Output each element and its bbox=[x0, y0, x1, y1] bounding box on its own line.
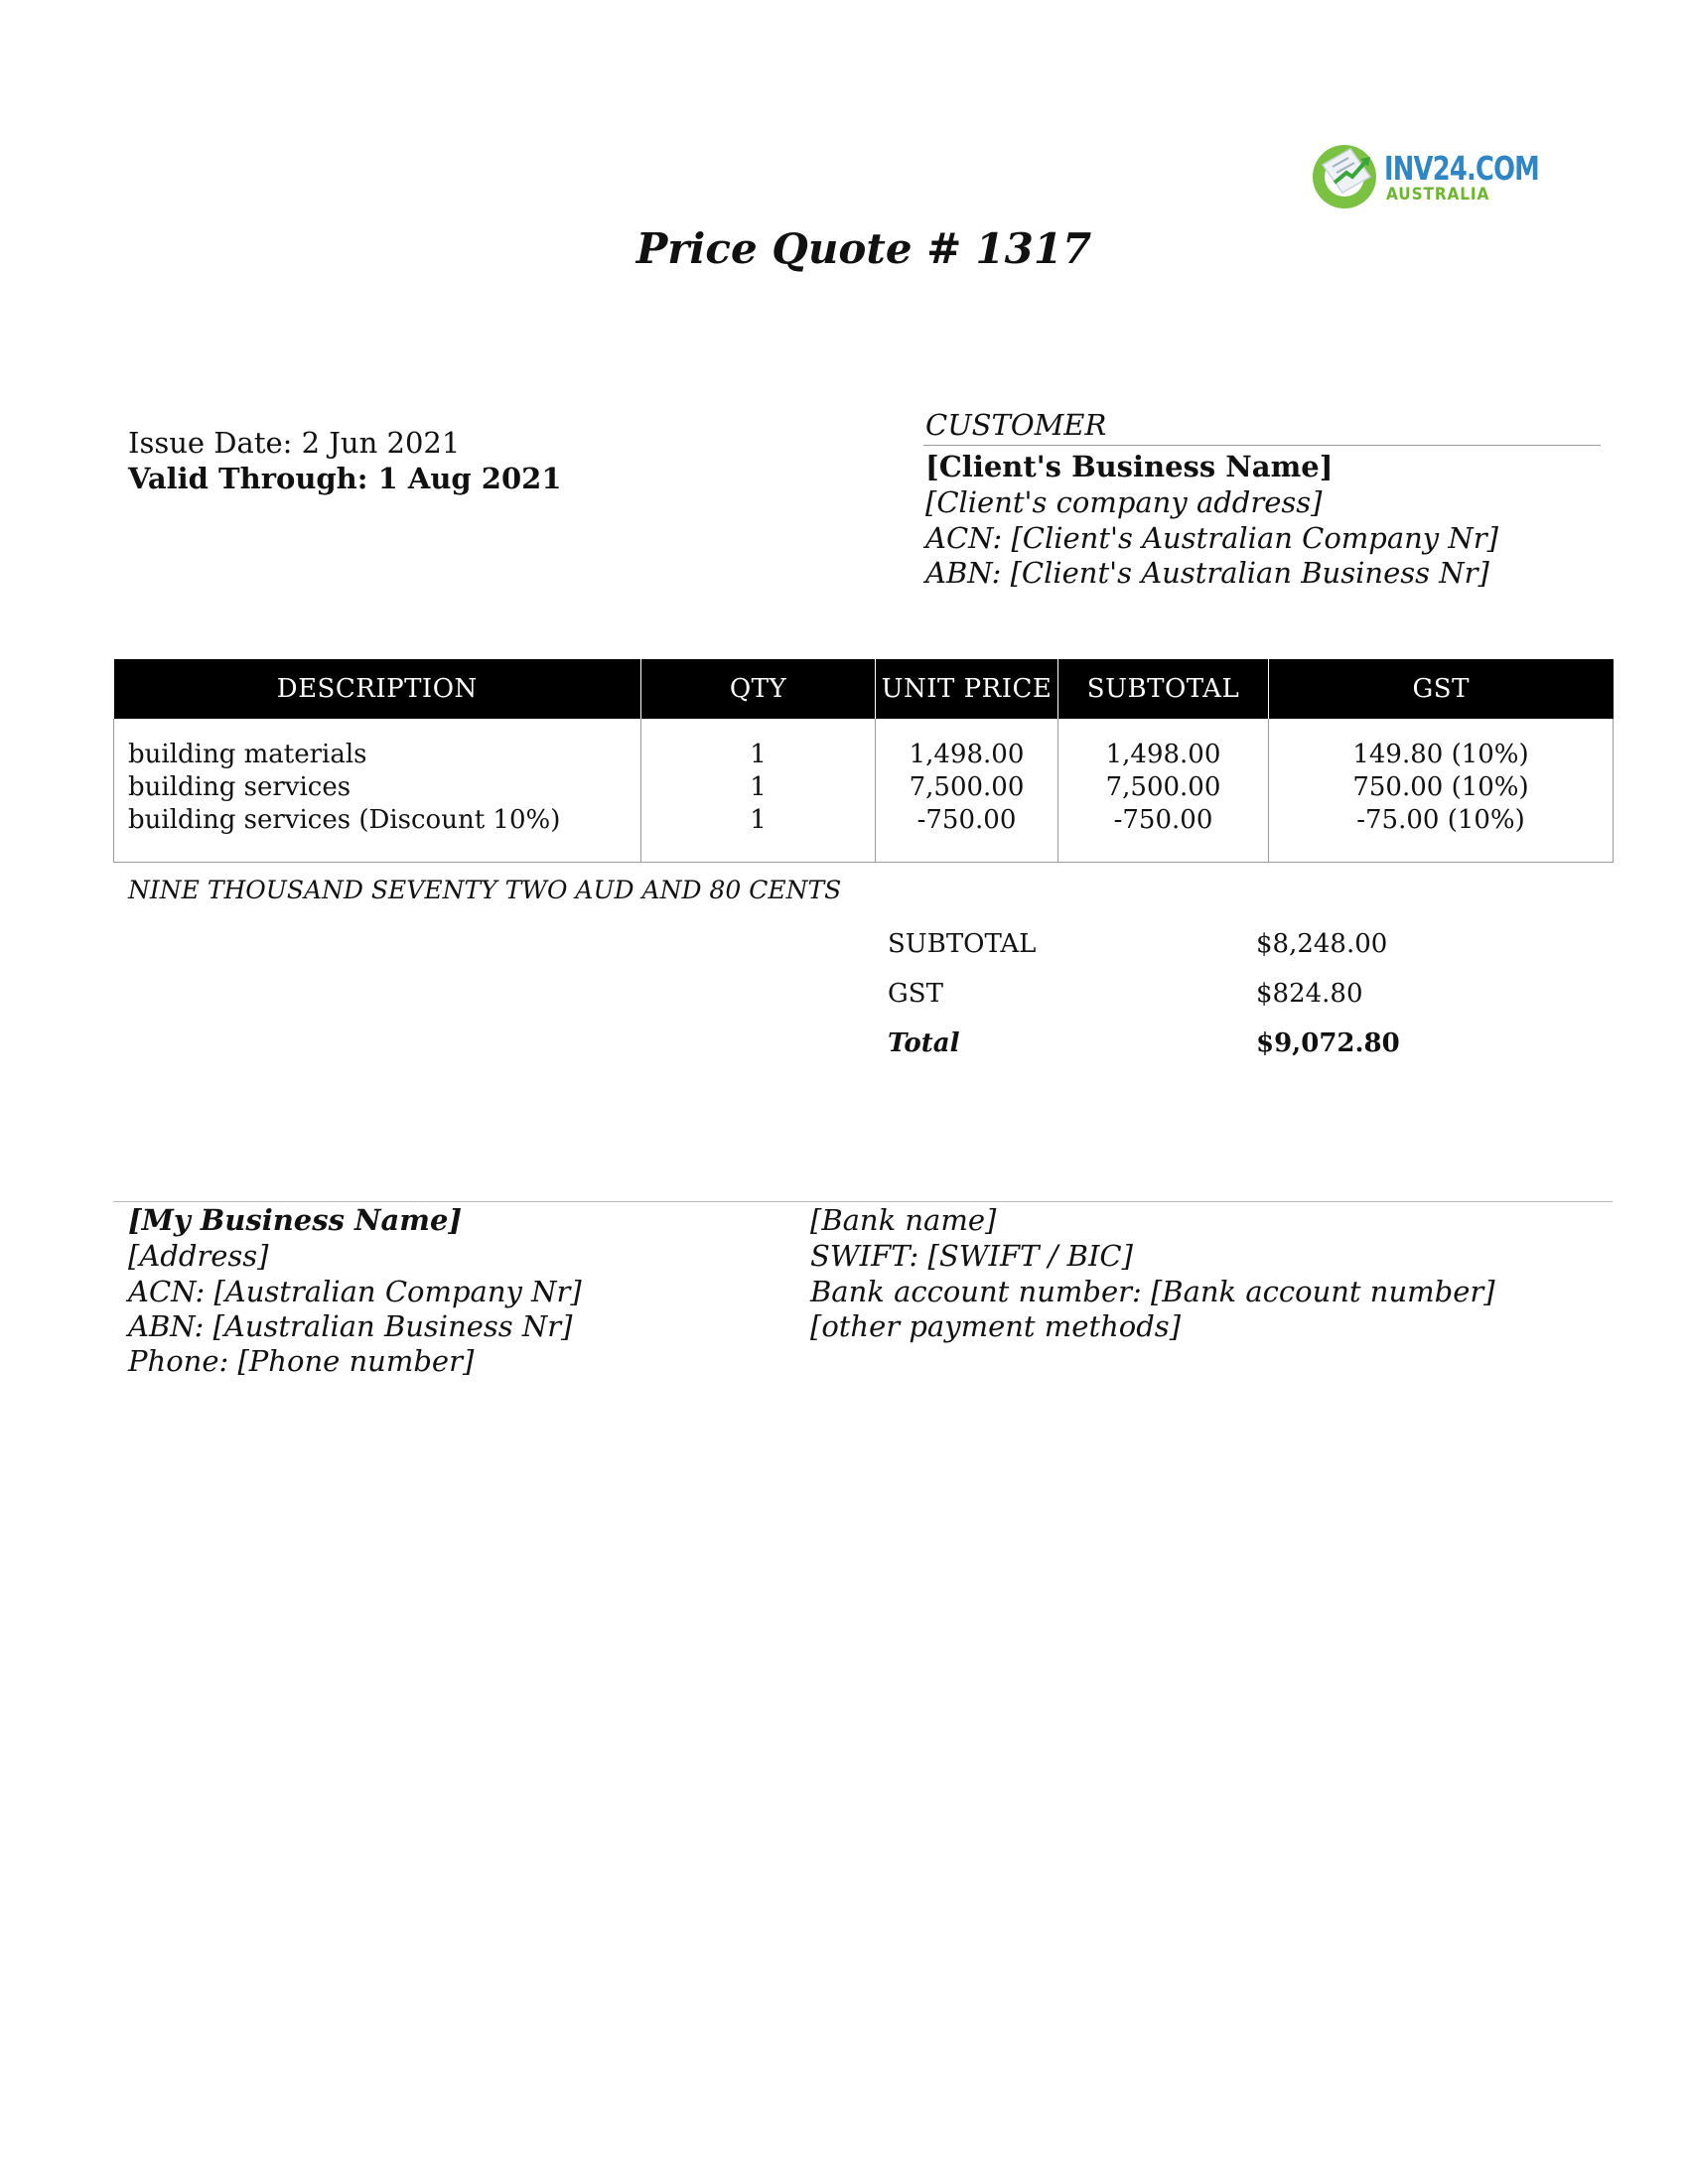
other-payment-methods: [other payment methods] bbox=[810, 1309, 1182, 1343]
line-items-table bbox=[113, 659, 1614, 863]
item-description: building services bbox=[128, 772, 352, 802]
column-header-qty: QTY bbox=[641, 659, 876, 719]
customer-address: [Client's company address] bbox=[925, 485, 1323, 519]
subtotal-cell bbox=[1058, 719, 1269, 863]
customer-heading: CUSTOMER bbox=[925, 408, 1107, 442]
gst-cell bbox=[1269, 719, 1614, 863]
table-header-row bbox=[114, 659, 1614, 719]
item-description: building services (Discount 10%) bbox=[128, 805, 561, 835]
customer-acn: ACN: [Client's Australian Company Nr] bbox=[925, 521, 1498, 555]
item-gst: 750.00 (10%) bbox=[1352, 772, 1529, 802]
gst-label: GST bbox=[888, 979, 943, 1009]
customer-divider bbox=[923, 445, 1601, 446]
title-label: Price Quote # bbox=[635, 224, 962, 273]
green-circle-invoice-icon bbox=[1309, 139, 1382, 212]
table-row bbox=[114, 719, 1614, 863]
business-name: [My Business Name] bbox=[128, 1203, 463, 1237]
subtotal-label: SUBTOTAL bbox=[888, 929, 1037, 959]
description-cell bbox=[114, 719, 641, 863]
item-qty: 1 bbox=[750, 805, 767, 835]
unit-price-cell bbox=[876, 719, 1058, 863]
item-unit-price: 7,500.00 bbox=[909, 772, 1025, 802]
business-abn: ABN: [Australian Business Nr] bbox=[128, 1309, 573, 1343]
item-unit-price: 1,498.00 bbox=[909, 740, 1025, 769]
qty-cell bbox=[641, 719, 876, 863]
subtotal-value: $8,248.00 bbox=[1256, 929, 1388, 959]
item-subtotal: 1,498.00 bbox=[1105, 740, 1221, 769]
customer-name: [Client's Business Name] bbox=[925, 450, 1334, 483]
logo-region-text: AUSTRALIA bbox=[1386, 185, 1490, 205]
column-header-subtotal: SUBTOTAL bbox=[1058, 659, 1269, 719]
bank-name: [Bank name] bbox=[810, 1203, 997, 1237]
business-phone: Phone: [Phone number] bbox=[128, 1344, 475, 1378]
logo-brand-text: INV24.COM bbox=[1384, 149, 1540, 188]
column-header-gst: GST bbox=[1269, 659, 1614, 719]
item-qty: 1 bbox=[750, 740, 767, 769]
column-header-unit-price: UNIT PRICE bbox=[876, 659, 1058, 719]
bank-swift: SWIFT: [SWIFT / BIC] bbox=[810, 1239, 1133, 1273]
item-subtotal: -750.00 bbox=[1113, 805, 1213, 835]
issue-date: Issue Date: 2 Jun 2021 bbox=[128, 426, 461, 460]
item-description: building materials bbox=[128, 740, 367, 769]
column-header-description: DESCRIPTION bbox=[114, 659, 641, 719]
total-label: Total bbox=[888, 1028, 960, 1058]
item-unit-price: -750.00 bbox=[916, 805, 1017, 835]
item-gst: -75.00 (10%) bbox=[1356, 805, 1525, 835]
bank-account-number: Bank account number: [Bank account number] bbox=[810, 1275, 1495, 1308]
document-title bbox=[0, 224, 1688, 273]
business-address: [Address] bbox=[128, 1239, 269, 1273]
valid-through-date: Valid Through: 1 Aug 2021 bbox=[128, 462, 562, 495]
item-subtotal: 7,500.00 bbox=[1105, 772, 1221, 802]
item-gst: 149.80 (10%) bbox=[1352, 740, 1529, 769]
customer-abn: ABN: [Client's Australian Business Nr] bbox=[925, 556, 1489, 590]
total-value: $9,072.80 bbox=[1256, 1028, 1400, 1058]
business-acn: ACN: [Australian Company Nr] bbox=[128, 1275, 582, 1308]
gst-value: $824.80 bbox=[1256, 979, 1363, 1009]
brand-logo bbox=[1309, 139, 1540, 212]
quote-number: 1317 bbox=[975, 224, 1092, 273]
amount-in-words: NINE THOUSAND SEVENTY TWO AUD AND 80 CENTS bbox=[128, 876, 842, 904]
item-qty: 1 bbox=[750, 772, 767, 802]
